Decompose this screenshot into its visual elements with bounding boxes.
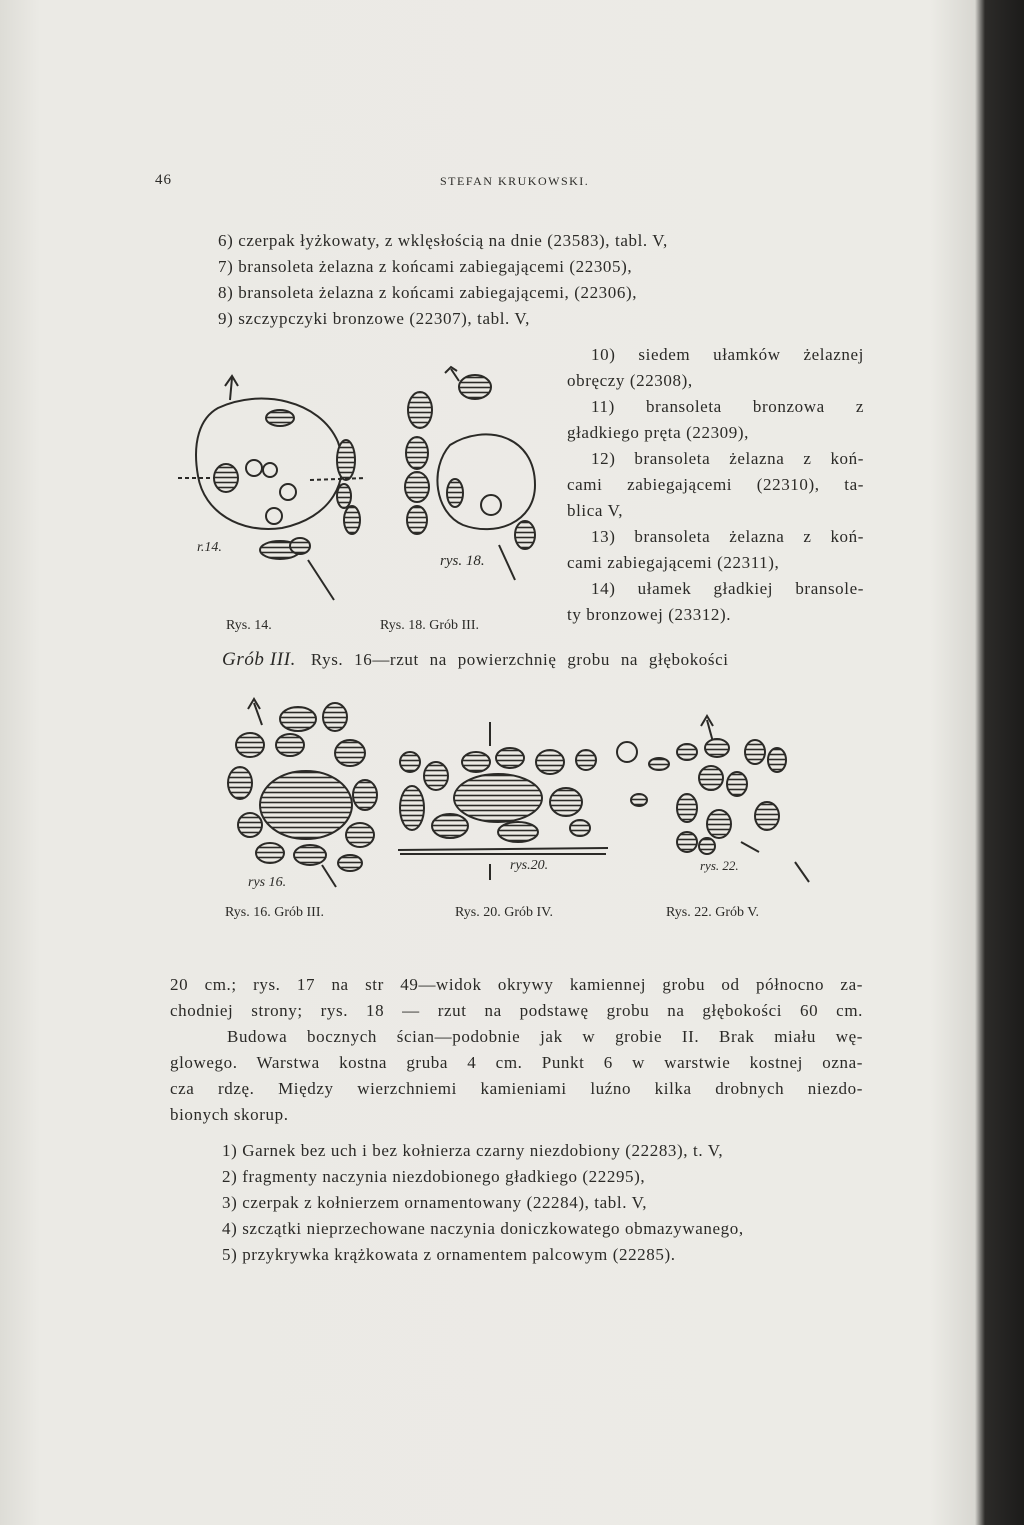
list-item: gładkiego pręta (22309), — [567, 423, 749, 442]
heading-text: Rys. 16—rzut na powierzchnię grobu na głębokości — [310, 650, 729, 669]
paragraph — [170, 972, 863, 1128]
paragraph-line: Budowa bocznych ścian—podobnie jak w grobie II. Brak miału wę- — [227, 1027, 863, 1046]
list-item: 10) siedem ułamków żelaznej — [591, 345, 864, 364]
figure-rys-20 — [390, 718, 615, 883]
paragraph-line: bionych skorup. — [170, 1105, 289, 1124]
paragraph-line: chodniej strony; rys. 18 — rzut na podstawę grobu na głębokości 60 cm. — [170, 1001, 863, 1020]
list-item: 2) fragmenty naczynia niezdobionego gładkiego (22295), — [222, 1167, 646, 1186]
sketch-label: rys.20. — [510, 858, 549, 873]
list-item: cami zabiegającemi (22310), ta- — [567, 475, 864, 494]
list-item: 3) czerpak z kołnierzem ornamentowany (22284), tabl. V, — [222, 1193, 648, 1212]
list-item: cami zabiegającemi (22311), — [567, 553, 780, 572]
list-item: 12) bransoleta żelazna z koń- — [591, 449, 864, 468]
paragraph-line: cza rdzę. Między wierzchniemi kamieniami luźno kilka drobnych niezdo- — [170, 1079, 863, 1098]
figure-caption: Rys. 18. Grób III. — [380, 618, 479, 633]
page-number: 46 — [155, 172, 172, 188]
sketch-label: rys. 18. — [440, 553, 485, 569]
section-heading: Grób III. — [222, 649, 296, 670]
list-item: 13) bransoleta żelazna z koń- — [591, 527, 864, 546]
figure-caption: Rys. 20. Grób IV. — [455, 905, 553, 920]
figure-caption: Rys. 22. Grób V. — [666, 905, 760, 920]
sketch-label: rys 16. — [248, 875, 287, 890]
paragraph-line: 20 cm.; rys. 17 na str 49—widok okrywy kamiennej grobu od północno za- — [170, 975, 863, 994]
list-item: 11) bransoleta bronzowa z — [591, 397, 864, 416]
running-head — [155, 172, 865, 194]
figure-rys-14 — [170, 370, 370, 620]
sketch-label: rys. 22. — [700, 858, 739, 873]
paragraph-line: glowego. Warstwa kostna gruba 4 cm. Punkt 6 w warstwie kostnej ozna- — [170, 1053, 863, 1072]
figure-caption: Rys. 16. Grób III. — [225, 905, 324, 920]
item-list-bottom — [222, 1138, 744, 1268]
list-item: 6) czerpak łyżkowaty, z wklęsłością na dnie (23583), tabl. V, — [218, 231, 668, 250]
list-item: 14) ułamek gładkiej bransole- — [591, 579, 864, 598]
sketch-label: r.14. — [197, 540, 222, 555]
item-list-top — [218, 228, 668, 332]
list-item: 9) szczypczyki bronzowe (22307), tabl. V, — [218, 309, 530, 328]
figure-rys-16 — [210, 695, 390, 895]
list-item: ty bronzowej (23312). — [567, 605, 732, 624]
list-item: blica V, — [567, 501, 624, 520]
list-item: 5) przykrywka krążkowata z ornamentem palcowym (22285). — [222, 1245, 676, 1264]
figure-caption: Rys. 14. — [226, 618, 272, 633]
list-item: 4) szczątki nieprzechowane naczynia doniczkowatego obmazywanego, — [222, 1219, 744, 1238]
list-item: 1) Garnek bez uch i bez kołnierza czarny niezdobiony (22283), t. V, — [222, 1141, 724, 1160]
list-item: 7) bransoleta żelazna z końcami zabiegającemi (22305), — [218, 257, 633, 276]
list-item: obręczy (22308), — [567, 371, 693, 390]
list-item: 8) bransoleta żelazna z końcami zabiegającemi, (22306), — [218, 283, 638, 302]
section-heading-line — [222, 647, 729, 673]
running-head-author: STEFAN KRUKOWSKI. — [440, 174, 590, 188]
item-list-right — [567, 342, 864, 628]
